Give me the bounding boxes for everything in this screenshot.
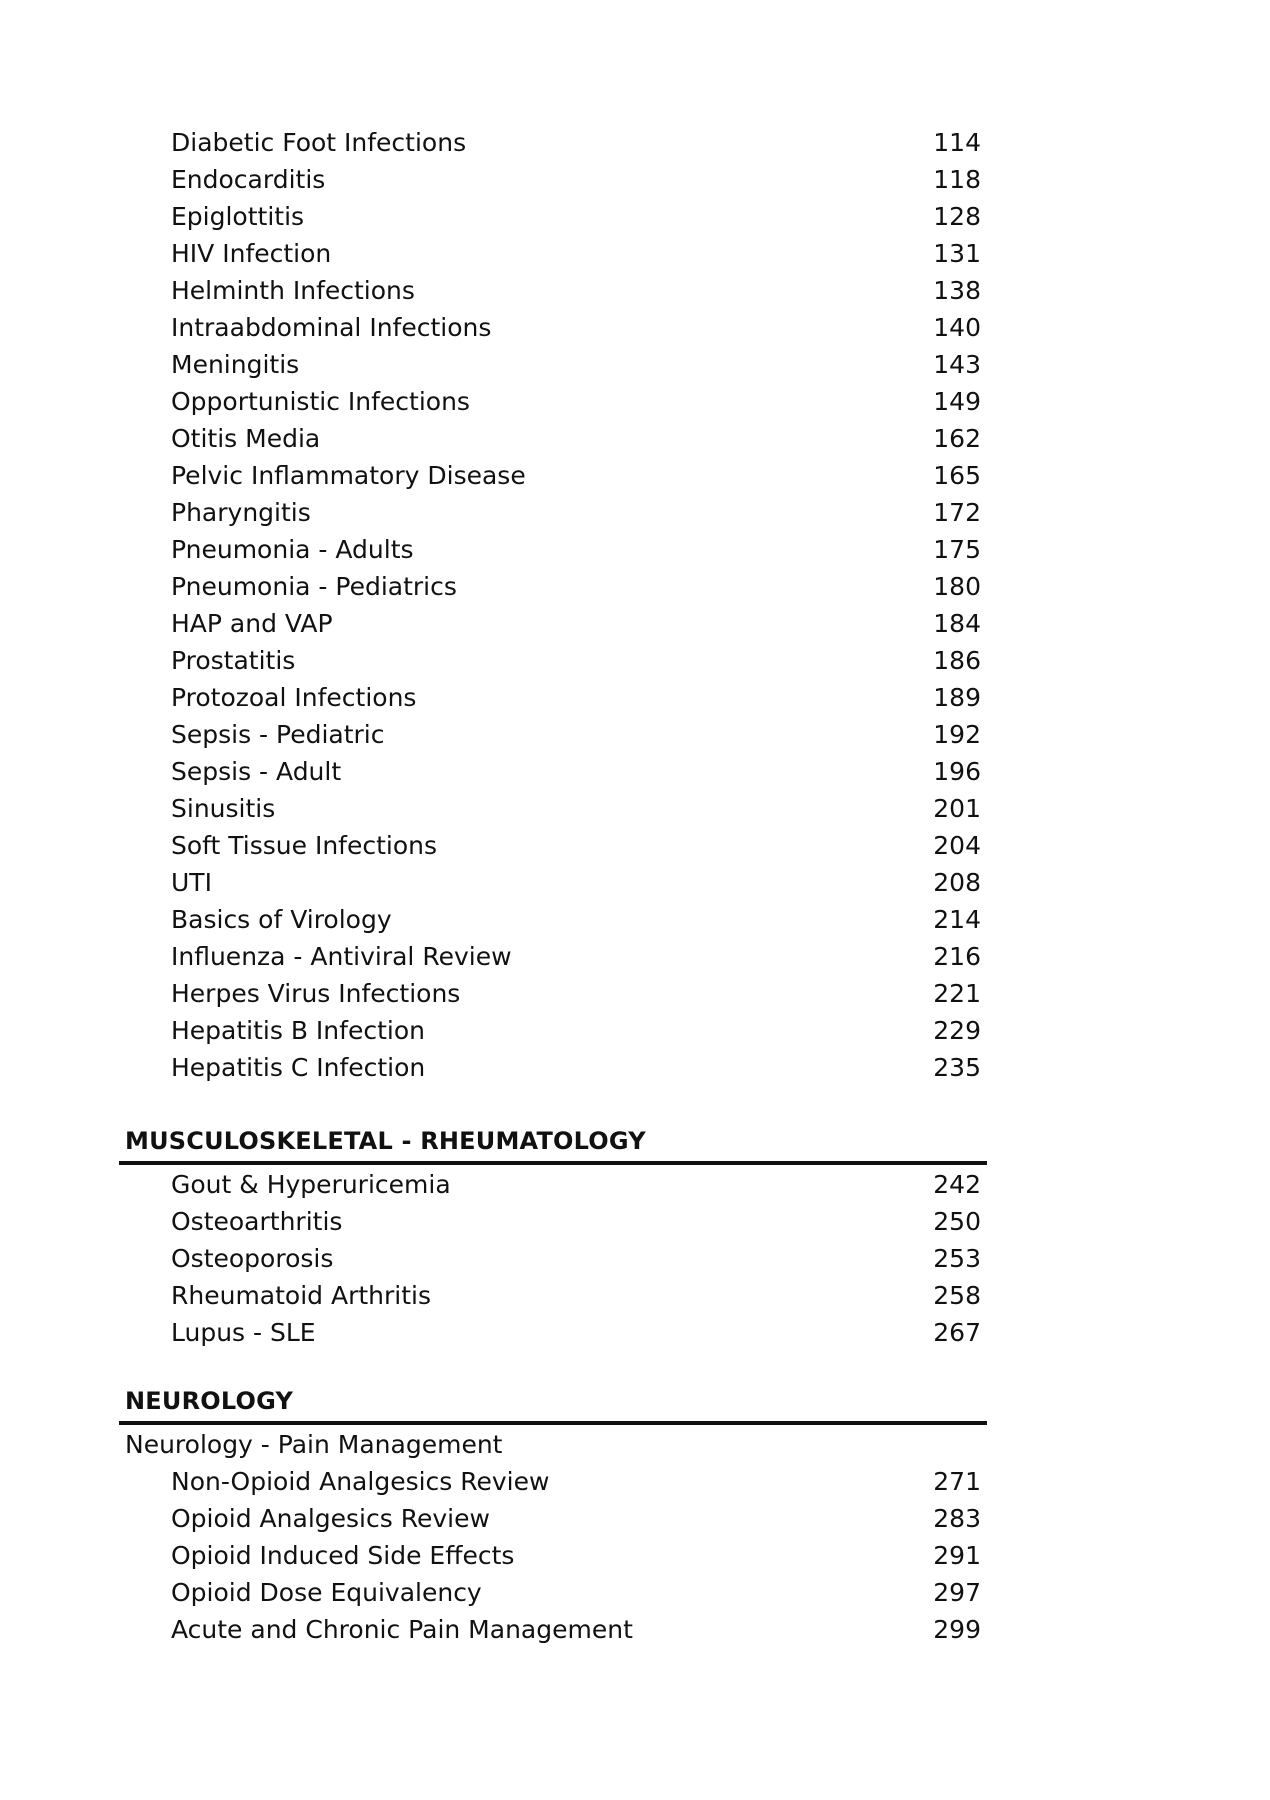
toc-entry[interactable]	[0, 272, 1270, 309]
toc-entry-label: Lupus - SLE	[171, 1318, 316, 1347]
musculoskeletal-list	[0, 1166, 1270, 1351]
toc-entry-label: Opioid Analgesics Review	[171, 1504, 490, 1533]
toc-entry-label: Endocarditis	[171, 165, 326, 194]
toc-entry-label: Herpes Virus Infections	[171, 979, 461, 1008]
toc-entry-label: Helminth Infections	[171, 276, 415, 305]
toc-entry[interactable]	[0, 753, 1270, 790]
toc-entry-page-number: 221	[933, 979, 981, 1008]
toc-entry-page-number: 175	[933, 535, 981, 564]
toc-entry-page-number: 235	[933, 1053, 981, 1082]
toc-entry-label: Sinusitis	[171, 794, 276, 823]
toc-entry-page-number: 172	[933, 498, 981, 527]
section-divider	[119, 1421, 987, 1425]
toc-entry-page-number: 208	[933, 868, 981, 897]
toc-entry-label: Gout & Hyperuricemia	[171, 1170, 451, 1199]
toc-entry-label: Osteoarthritis	[171, 1207, 343, 1236]
toc-entry-page-number: 299	[933, 1615, 981, 1644]
toc-entry-label: Acute and Chronic Pain Management	[171, 1615, 633, 1644]
toc-entry-label: HAP and VAP	[171, 609, 333, 638]
toc-entry-page-number: 186	[933, 646, 981, 675]
toc-entry[interactable]	[0, 716, 1270, 753]
toc-entry[interactable]	[0, 1463, 1270, 1500]
toc-entry-label: Rheumatoid Arthritis	[171, 1281, 431, 1310]
toc-entry[interactable]	[0, 679, 1270, 716]
toc-entry[interactable]	[0, 346, 1270, 383]
toc-entry-label: Sepsis - Adult	[171, 757, 342, 786]
section-divider	[119, 1161, 987, 1165]
toc-entry-page-number: 242	[933, 1170, 981, 1199]
toc-entry[interactable]	[0, 420, 1270, 457]
toc-entry-page-number: 196	[933, 757, 981, 786]
toc-entry-label: Intraabdominal Infections	[171, 313, 492, 342]
toc-entry[interactable]	[0, 568, 1270, 605]
toc-entry-page-number: 250	[933, 1207, 981, 1236]
toc-entry-label: Basics of Virology	[171, 905, 392, 934]
toc-entry-label: Hepatitis B Infection	[171, 1016, 425, 1045]
toc-entry-page-number: 140	[933, 313, 981, 342]
toc-entry-page-number: 143	[933, 350, 981, 379]
toc-entry-label: Pelvic Inflammatory Disease	[171, 461, 526, 490]
toc-entry[interactable]	[0, 1537, 1270, 1574]
toc-entry-label: Pharyngitis	[171, 498, 311, 527]
toc-entry-label: Meningitis	[171, 350, 300, 379]
toc-entry-label: Otitis Media	[171, 424, 321, 453]
toc-entry[interactable]	[0, 1611, 1270, 1648]
subheading-pain-management	[0, 1426, 1270, 1463]
toc-entry[interactable]	[0, 235, 1270, 272]
toc-entry[interactable]	[0, 494, 1270, 531]
toc-entry[interactable]	[0, 1500, 1270, 1537]
toc-entry-page-number: 253	[933, 1244, 981, 1273]
subheading-label: Neurology - Pain Management	[125, 1430, 503, 1459]
toc-entry[interactable]	[0, 975, 1270, 1012]
toc-entry-label: Opioid Induced Side Effects	[171, 1541, 515, 1570]
toc-entry[interactable]	[0, 605, 1270, 642]
toc-entry-label: Hepatitis C Infection	[171, 1053, 426, 1082]
toc-entry[interactable]	[0, 938, 1270, 975]
toc-entry[interactable]	[0, 1166, 1270, 1203]
toc-entry[interactable]	[0, 901, 1270, 938]
toc-entry-page-number: 114	[933, 128, 981, 157]
toc-entry-label: Prostatitis	[171, 646, 296, 675]
toc-entry[interactable]	[0, 1574, 1270, 1611]
toc-entry-label: Non-Opioid Analgesics Review	[171, 1467, 550, 1496]
section-title-neurology: NEUROLOGY	[125, 1387, 294, 1415]
toc-entry[interactable]	[0, 383, 1270, 420]
toc-entry-label: Osteoporosis	[171, 1244, 334, 1273]
toc-entry-page-number: 258	[933, 1281, 981, 1310]
toc-entry-label: Protozoal Infections	[171, 683, 417, 712]
toc-entry[interactable]	[0, 827, 1270, 864]
toc-entry-page-number: 118	[933, 165, 981, 194]
toc-entry-label: Influenza - Antiviral Review	[171, 942, 512, 971]
toc-entry[interactable]	[0, 1277, 1270, 1314]
toc-entry-label: UTI	[171, 868, 212, 897]
infectious-disease-list	[0, 124, 1270, 1086]
toc-entry-page-number: 184	[933, 609, 981, 638]
toc-entry[interactable]	[0, 1012, 1270, 1049]
toc-entry-page-number: 165	[933, 461, 981, 490]
toc-entry-page-number: 267	[933, 1318, 981, 1347]
toc-entry-page-number: 297	[933, 1578, 981, 1607]
toc-entry-page-number: 283	[933, 1504, 981, 1533]
toc-entry-label: Diabetic Foot Infections	[171, 128, 467, 157]
toc-entry-page-number: 201	[933, 794, 981, 823]
toc-entry-page-number: 180	[933, 572, 981, 601]
toc-entry-page-number: 192	[933, 720, 981, 749]
toc-entry-page-number: 138	[933, 276, 981, 305]
toc-entry[interactable]	[0, 124, 1270, 161]
toc-entry-page-number: 149	[933, 387, 981, 416]
toc-entry-label: Pneumonia - Pediatrics	[171, 572, 457, 601]
toc-entry-page-number: 128	[933, 202, 981, 231]
toc-entry-page-number: 229	[933, 1016, 981, 1045]
toc-entry[interactable]	[0, 1240, 1270, 1277]
toc-entry[interactable]	[0, 457, 1270, 494]
neurology-list	[0, 1426, 1270, 1648]
toc-entry-label: Sepsis - Pediatric	[171, 720, 385, 749]
toc-entry-page-number: 204	[933, 831, 981, 860]
toc-entry[interactable]	[0, 864, 1270, 901]
section-title-musculoskeletal: MUSCULOSKELETAL - RHEUMATOLOGY	[125, 1127, 646, 1155]
toc-entry-page-number: 271	[933, 1467, 981, 1496]
toc-entry[interactable]	[0, 198, 1270, 235]
toc-entry-page-number: 291	[933, 1541, 981, 1570]
toc-entry[interactable]	[0, 1203, 1270, 1240]
toc-entry[interactable]	[0, 309, 1270, 346]
toc-entry-page-number: 189	[933, 683, 981, 712]
toc-entry[interactable]	[0, 161, 1270, 198]
toc-entry-page-number: 214	[933, 905, 981, 934]
toc-entry-label: Opportunistic Infections	[171, 387, 470, 416]
toc-entry-label: Pneumonia - Adults	[171, 535, 414, 564]
toc-entry-label: Opioid Dose Equivalency	[171, 1578, 482, 1607]
toc-entry-label: HIV Infection	[171, 239, 332, 268]
toc-entry[interactable]	[0, 1049, 1270, 1086]
toc-entry-page-number: 131	[933, 239, 981, 268]
toc-entry[interactable]	[0, 642, 1270, 679]
toc-entry-label: Soft Tissue Infections	[171, 831, 438, 860]
toc-entry[interactable]	[0, 790, 1270, 827]
toc-entry[interactable]	[0, 1314, 1270, 1351]
toc-entry-page-number: 162	[933, 424, 981, 453]
toc-entry-page-number: 216	[933, 942, 981, 971]
toc-entry-label: Epiglottitis	[171, 202, 305, 231]
toc-entry[interactable]	[0, 531, 1270, 568]
